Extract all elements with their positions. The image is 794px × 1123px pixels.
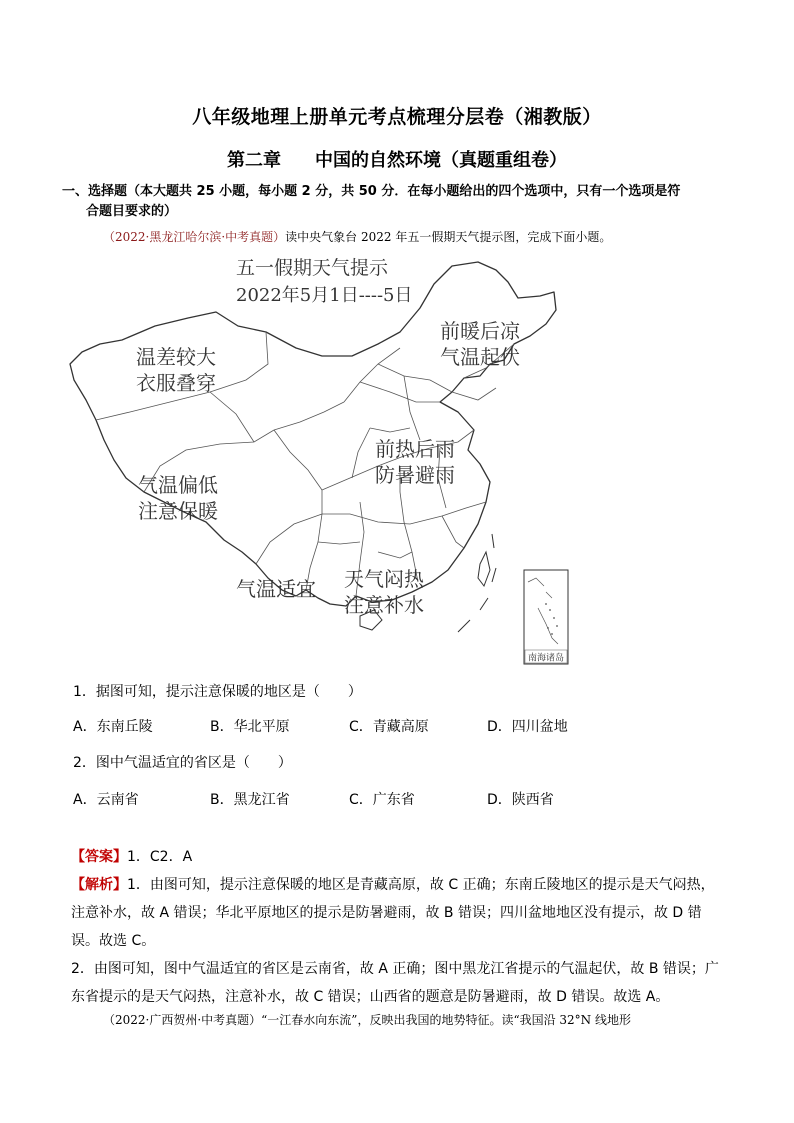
tip-yunnan: 气温适宜 — [236, 577, 316, 601]
source-tag-2: （2022·广西贺州·中考真题） — [103, 1013, 262, 1027]
page-title: 八年级地理上册单元考点梳理分层卷（湘教版） — [192, 106, 602, 128]
analysis-label: 【解析】 — [71, 877, 127, 893]
analysis-paragraph-1 — [71, 871, 726, 955]
question-2-option-d[interactable]: D．陕西省 — [487, 792, 554, 808]
source-tag: （2022·黑龙江哈尔滨·中考真题） — [103, 230, 286, 244]
question-1-option-a[interactable]: A．东南丘陵 — [73, 719, 153, 735]
china-outline — [70, 262, 556, 606]
answer-line — [71, 846, 192, 866]
analysis-text-1: 1．由图可知，提示注意保暖的地区是青藏高原，故 C 正确；东南丘陵地区的提示是天气闷热，注意补水，故 A 错误；华北平原地区的提示是防暑避雨，故 B 错误；四川盆地地区没有提示，故 D 错误。故选 C。 — [71, 877, 715, 949]
china-weather-map — [60, 252, 570, 670]
inset-label: 南海诸岛 — [527, 653, 565, 664]
question-2-option-a[interactable]: A．云南省 — [73, 792, 139, 808]
answer-label: 【答案】 — [71, 849, 127, 865]
source-line-1 — [103, 228, 611, 245]
chapter-number: 第二章 — [227, 150, 281, 171]
tip-north-china-line1: 前热后雨 — [375, 437, 455, 461]
taiwan-island — [478, 552, 490, 586]
question-2-option-b[interactable]: B．黑龙江省 — [210, 792, 290, 808]
question-2-option-c[interactable]: C．广东省 — [349, 792, 415, 808]
section-instructions-line2: 合题目要求的） — [86, 204, 178, 219]
question-1-option-c[interactable]: C．青藏高原 — [349, 719, 429, 735]
map-title-line2: 2022年5月1日----5日 — [236, 285, 413, 306]
section-instructions-line1: 一、选择题（本大题共 25 小题，每小题 2 分，共 50 分．在每小题给出的四个选项中，只有一个选项是符 — [62, 184, 681, 199]
tip-northeast-line2: 气温起伏 — [440, 345, 520, 369]
question-1-option-d[interactable]: D．四川盆地 — [487, 719, 568, 735]
tip-north-china-line2: 防暑避雨 — [375, 463, 455, 487]
chapter-title: 中国的自然环境（真题重组卷） — [315, 150, 567, 171]
tip-northeast-line1: 前暖后凉 — [440, 319, 520, 343]
analysis-block — [71, 871, 726, 1011]
tip-southeast-line2: 注意补水 — [344, 593, 424, 617]
tip-plateau-line1: 气温偏低 — [138, 473, 218, 497]
question-1-option-b[interactable]: B．华北平原 — [210, 719, 290, 735]
source-line-2 — [103, 1011, 631, 1028]
tip-plateau-line2: 注意保暖 — [138, 499, 218, 523]
analysis-paragraph-2: 2．由图可知，图中气温适宜的省区是云南省，故 A 正确；图中黑龙江省提示的气温起伏，故 B 错误；广东省提示的是天气闷热，注意补水，故 C 错误；山西省的题意是防暑避雨，故 D 错误。故选 A。 — [71, 961, 719, 1005]
answer-text: 1．C2．A — [127, 849, 193, 865]
source-text: 读中央气象台 2022 年五一假期天气提示图，完成下面小题。 — [285, 230, 612, 244]
tip-northwest-line2: 衣服叠穿 — [136, 371, 216, 395]
question-1-stem: 1．据图可知，提示注意保暖的地区是（ ） — [73, 684, 362, 700]
map-title-line1: 五一假期天气提示 — [236, 257, 389, 279]
question-2-stem: 2．图中气温适宜的省区是（ ） — [73, 755, 292, 771]
source-text-2: “一江春水向东流”，反映出我国的地势特征。读“我国沿 32°N 线地形 — [261, 1013, 631, 1027]
tip-southeast-line1: 天气闷热 — [344, 567, 424, 591]
tip-northwest-line1: 温差较大 — [136, 345, 216, 369]
chapter-heading — [0, 146, 794, 172]
